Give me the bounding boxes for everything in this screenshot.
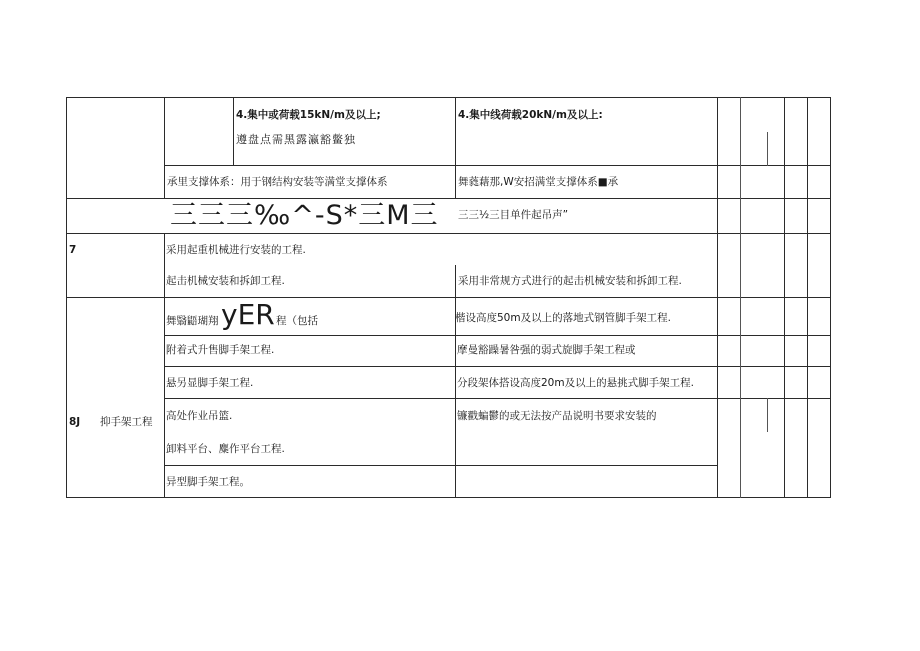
row-number-7: 7: [69, 244, 77, 256]
scaffold-row3-left: 悬另显脚手架工程.: [166, 377, 254, 389]
crane-installation-text: 采用起重机械进行安装的工程.: [166, 244, 306, 256]
scaffold-row1-prefix: 舞翳鼯瑚翔: [166, 315, 219, 327]
scaffold-row4-left: 高处作业吊篮.: [166, 410, 233, 422]
scaffold-category: 抑手架工程: [100, 416, 153, 428]
scaffold-row2-left: 附着式升售脚手架工程.: [166, 344, 275, 356]
scaffold-row1-right: 楷设高度50m及以上的落地式钢管脚手架工程.: [455, 312, 671, 324]
scaffold-row4-right: 镰戳蝙鬱的或无法按产品说明书要求安装的: [457, 410, 657, 422]
scaffold-row5-left: 卸料平台、麋作平台工程.: [166, 443, 285, 455]
support-system-right: 舞蕤藉那,W安招满堂支撑体系■承: [458, 176, 619, 188]
load-text-right: 4.集中线荷载20kN/m及以上:: [458, 109, 603, 121]
scaffold-row1-suffix: 程（包括: [276, 315, 318, 327]
scaffold-row1-big: yER: [221, 298, 275, 331]
support-system-left: 承里支撑体系：用于钢结构安装等满堂支撑体系: [167, 176, 388, 188]
load-text-left: 4.集中或荷载15kN/m及以上;: [236, 109, 381, 121]
garbled-row-right: 三三½三目单件起吊声”: [458, 209, 569, 221]
garbled-row-left: 三三三‰^-S*三M三: [170, 200, 439, 231]
row-number-8: 8J: [69, 416, 81, 428]
scaffold-row3-right: 分段架体搭设高度20m及以上的悬挑式脚手架工程.: [457, 377, 694, 389]
garbled-text-left: 遵盘点需黑露瀛豁鳖独: [236, 133, 356, 146]
scaffold-row2-right: 摩曼豁躁暑咎强的弱式旋脚手架工程或: [457, 344, 636, 356]
crane-dismantle-right: 采用非常规方式进行的起击机械安装和拆卸工程.: [458, 275, 682, 287]
crane-dismantle-left: 起击机械安装和拆卸工程.: [166, 275, 285, 287]
scaffold-row6-left: 异型脚手架工程。: [166, 476, 250, 488]
